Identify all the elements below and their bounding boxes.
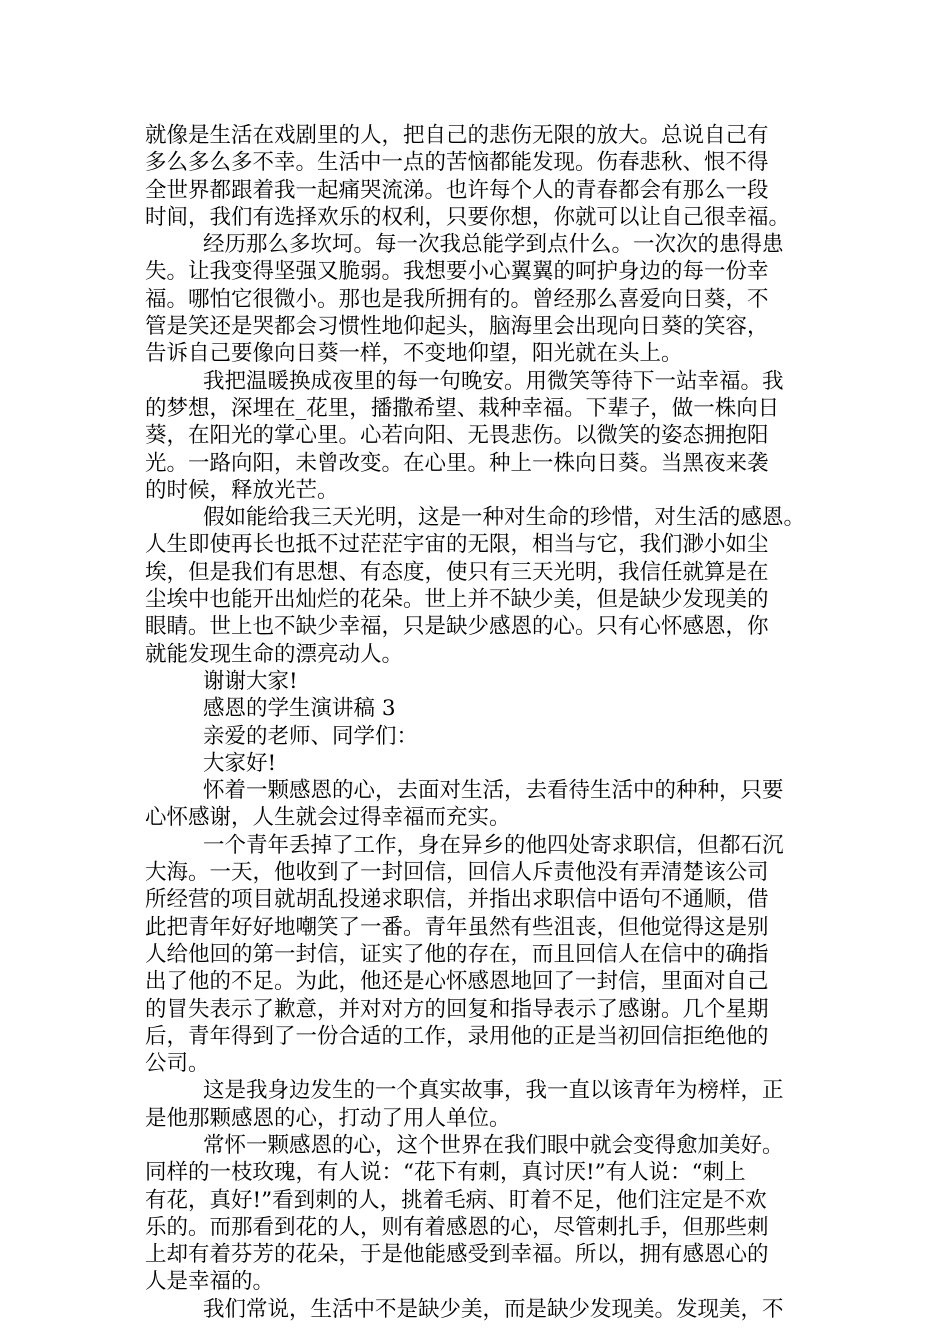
text-line: 时间，我们有选择欢乐的权利，只要你想，你就可以让自己很幸福。 (145, 204, 791, 230)
document-page (145, 122, 835, 1323)
text-line: 告诉自己要像向日葵一样，不变地仰望，阳光就在头上。 (145, 341, 683, 367)
text-line: 的冒失表示了歉意，并对对方的回复和指导表示了感谢。几个星期 (145, 996, 769, 1022)
text-line: 公司。 (145, 1051, 210, 1077)
text-line: 就能发现生命的漂亮动人。 (145, 641, 404, 667)
text-line: 乐的。而那看到花的人，则有着感恩的心，尽管刺扎手，但那些刺 (145, 1214, 769, 1240)
text-line: 这是我身边发生的一个真实故事，我一直以该青年为榜样，正 (203, 1078, 784, 1104)
text-line: 出了他的不足。为此，他还是心怀感恩地回了一封信，里面对自己 (145, 969, 769, 995)
text-line: 管是笑还是哭都会习惯性地仰起头，脑海里会出现向日葵的笑容， (145, 314, 769, 340)
text-line: 所经营的项目就胡乱投递求职信，并指出求职信中语句不通顺，借 (145, 887, 769, 913)
text-line: 的时候，释放光芒。 (145, 477, 339, 503)
text-line: 就像是生活在戏剧里的人，把自己的悲伤无限的放大。总说自己有 (145, 123, 769, 148)
text-line: 一个青年丢掉了工作，身在异乡的他四处寄求职信，但都石沉 (203, 832, 784, 858)
text-line: 失。让我变得坚强又脆弱。我想要小心翼翼的呵护身边的每一份幸 (145, 259, 769, 285)
text-line: 心怀感谢，人生就会过得幸福而充实。 (145, 805, 511, 831)
text-line: 后，青年得到了一份合适的工作，录用他的正是当初回信拒绝他的 (145, 1023, 769, 1049)
text-line: 怀着一颗感恩的心，去面对生活，去看待生活中的种种，只要 (203, 778, 784, 804)
text-line: 同样的一枝玫瑰，有人说：“花下有刺，真讨厌!”有人说：“刺上 (145, 1160, 746, 1186)
text-line: 是他那颗感恩的心，打动了用人单位。 (145, 1105, 511, 1131)
text-line: 我把温暖换成夜里的每一句晚安。用微笑等待下一站幸福。我 (203, 368, 784, 394)
text-line: 人生即使再长也抵不过茫茫宇宙的无限，相当与它，我们渺小如尘 (145, 532, 769, 558)
text-line: 多么多么多不幸。生活中一点的苦恼都能发现。伤春悲秋、恨不得 (145, 150, 769, 176)
text-line: 大海。一天，他收到了一封回信，回信人斥责他没有弄清楚该公司 (145, 860, 769, 886)
text-line: 的梦想，深埋在_花里，播撒希望、栽种幸福。下辈子，做一株向日 (145, 395, 780, 421)
text-line: 人是幸福的。 (145, 1269, 275, 1295)
text-line: 福。哪怕它很微小。那也是我所拥有的。曾经那么喜爱向日葵，不 (145, 286, 769, 312)
text-line: 上却有着芬芳的花朵，于是他能感受到幸福。所以，拥有感恩心的 (145, 1242, 769, 1268)
text-line: 大家好! (203, 750, 277, 776)
text-line: 埃，但是我们有思想、有态度，使只有三天光明，我信任就算是在 (145, 559, 769, 585)
text-line: 常怀一颗感恩的心，这个世界在我们眼中就会变得愈加美好。 (203, 1132, 784, 1158)
text-line: 全世界都跟着我一起痛哭流涕。也许每个人的青春都会有那么一段 (145, 177, 769, 203)
text-line: 葵，在阳光的掌心里。心若向阳、无畏悲伤。以微笑的姿态拥抱阳 (145, 423, 769, 449)
text-line: 感恩的学生演讲稿 3 (203, 696, 396, 722)
text-line: 经历那么多坎坷。每一次我总能学到点什么。一次次的患得患 (203, 232, 784, 258)
text-line: 光。一路向阳，未曾改变。在心里。种上一株向日葵。当黑夜来袭 (145, 450, 769, 476)
text-line: 此把青年好好地嘲笑了一番。青年虽然有些沮丧，但他觉得这是别 (145, 914, 769, 940)
text-line: 尘埃中也能开出灿烂的花朵。世上并不缺少美，但是缺少发现美的 (145, 587, 769, 613)
text-line: 眼睛。世上也不缺少幸福，只是缺少感恩的心。只有心怀感恩，你 (145, 614, 769, 640)
text-line: 有花，真好!”看到刺的人，挑着毛病、盯着不足，他们注定是不欢 (145, 1187, 767, 1213)
text-line: 人给他回的第一封信，证实了他的存在，而且回信人在信中的确指 (145, 941, 769, 967)
text-line: 假如能给我三天光明，这是一种对生命的珍惜，对生活的感恩。 (203, 505, 806, 531)
text-line: 谢谢大家! (203, 668, 298, 694)
text-line: 亲爱的老师、同学们： (203, 723, 419, 749)
text-line: 我们常说，生活中不是缺少美，而是缺少发现美。发现美，不 (203, 1296, 784, 1322)
